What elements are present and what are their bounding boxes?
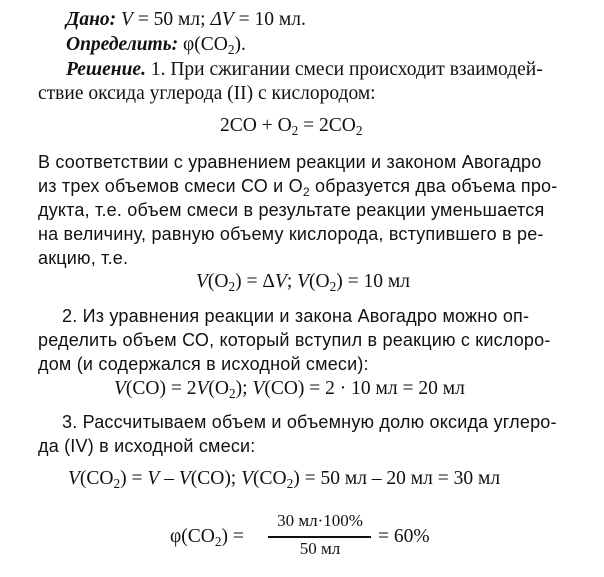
- solution-text-2: ствие оксида углерода (II) с кислородом:: [38, 83, 376, 104]
- delta-volume-value: = 10 мл.: [233, 9, 306, 30]
- fraction-denominator: [270, 539, 370, 559]
- eq4-p6: ) = 50 мл – 20 мл = 30 мл: [293, 468, 501, 489]
- para1-text-4: на величину, равную объему кислорода, вступившего в ре-: [38, 224, 544, 244]
- para1-text-2-sub: 2: [302, 184, 310, 199]
- eq3-p2: (O: [208, 378, 229, 399]
- para2-text-2: ределить объем СО, который вступил в реакцию с кислоро-: [38, 330, 551, 350]
- eq2-p1: (O: [207, 271, 229, 292]
- para1-line-1: [38, 150, 541, 174]
- eq2-p2: ) = Δ: [235, 271, 275, 292]
- solution-line-2: [38, 82, 376, 106]
- eq2-v2: V: [274, 271, 287, 292]
- equation-3: [114, 377, 465, 401]
- eq4-p1: (CO: [79, 468, 114, 489]
- para1-text-5: акцию, т.е.: [38, 248, 129, 268]
- para1-line-5: [38, 246, 128, 270]
- eq2-v1: V: [196, 271, 208, 292]
- para3-text-1: 3. Рассчитываем объем и объемную долю оксида углеро-: [62, 412, 557, 432]
- solution-text-1: 1. При сжигании смеси происходит взаимодей-: [145, 59, 543, 80]
- fraction-numerator: [270, 511, 370, 531]
- para1-line-3: [38, 198, 544, 222]
- para1-line-4: [38, 222, 544, 246]
- para1-text-2-post: образуется два объема про-: [309, 176, 558, 196]
- equation-5-rhs: [378, 525, 430, 549]
- eq2-s1: 2: [228, 279, 236, 295]
- eq4-p4: (CO);: [190, 468, 242, 489]
- volume-symbol: V: [121, 9, 133, 30]
- eq2-p3: ;: [286, 271, 298, 292]
- fraction-bar: [268, 536, 371, 538]
- eq5-lhs-pre: φ(CO: [170, 526, 215, 547]
- eq1-rhs: = 2CO: [298, 115, 356, 136]
- eq2-p5: ) = 10 мл: [336, 271, 410, 292]
- equation-5-lhs: [170, 525, 244, 549]
- eq3-p3: );: [235, 378, 253, 399]
- eq4-s2: 2: [286, 476, 294, 492]
- eq2-s2: 2: [329, 279, 337, 295]
- para2-line-2: [38, 328, 551, 352]
- eq1-lhs-sub: 2: [291, 123, 299, 139]
- given-line: [66, 8, 306, 32]
- solution-line-1: [66, 58, 543, 82]
- para2-line-3: [38, 352, 369, 376]
- para3-line-1: [62, 410, 557, 434]
- eq2-p4: (O: [309, 271, 330, 292]
- given-label: Дано:: [66, 9, 117, 30]
- para3-text-2: да (IV) в исходной смеси:: [38, 436, 256, 456]
- eq2-v3: V: [297, 271, 310, 292]
- eq5-lhs-sub: 2: [214, 534, 222, 550]
- volume-value: = 50 мл;: [132, 9, 211, 30]
- para2-text-3: дом (и содержался в исходной смеси):: [38, 354, 369, 374]
- eq3-v1: V: [114, 378, 126, 399]
- find-label: Определить:: [66, 34, 179, 55]
- eq5-denominator: 50 мл: [299, 539, 341, 558]
- eq4-s1: 2: [113, 476, 121, 492]
- eq1-lhs: 2CO + O: [220, 115, 292, 136]
- eq4-v2: V: [147, 468, 160, 489]
- eq4-p5: (CO: [253, 468, 287, 489]
- find-expr-sub: 2: [227, 42, 235, 58]
- eq3-p4: (CO) = 2 · 10 мл = 20 мл: [264, 378, 465, 399]
- para1-text-2-pre: из трех объемов смеси СО и О: [38, 176, 303, 196]
- para3-line-2: [38, 434, 256, 458]
- eq4-p2: ) =: [120, 468, 148, 489]
- eq5-lhs-post: ) =: [221, 526, 244, 547]
- para2-text-1: 2. Из уравнения реакции и закона Авогадро можно оп-: [62, 306, 530, 326]
- find-expr-pre: φ(CO: [178, 34, 228, 55]
- find-line: [66, 33, 246, 57]
- para1-line-2: [38, 174, 557, 198]
- equation-4: [68, 467, 500, 491]
- delta-volume-symbol: ΔV: [210, 9, 234, 30]
- eq3-p1: (CO) = 2: [125, 378, 197, 399]
- solution-label: Решение.: [66, 59, 146, 80]
- eq4-v4: V: [241, 468, 254, 489]
- eq3-v2: V: [196, 378, 209, 399]
- eq4-v1: V: [68, 468, 80, 489]
- equation-2: [196, 270, 410, 294]
- eq3-v3: V: [252, 378, 265, 399]
- eq4-v3: V: [178, 468, 191, 489]
- eq3-s1: 2: [229, 386, 236, 402]
- para1-text-1: В соответствии с уравнением реакции и законом Авогадро: [38, 152, 542, 172]
- eq1-rhs-sub: 2: [355, 123, 363, 139]
- para1-text-3: дукта, т.е. объем смеси в результате реакции уменьшается: [38, 200, 545, 220]
- eq5-numerator: 30 мл·100%: [277, 511, 363, 530]
- find-expr-post: ).: [234, 34, 246, 55]
- eq4-p3: –: [159, 468, 179, 489]
- para2-line-1: [62, 304, 529, 328]
- equation-1: [220, 114, 363, 138]
- eq5-rhs: = 60%: [378, 526, 430, 547]
